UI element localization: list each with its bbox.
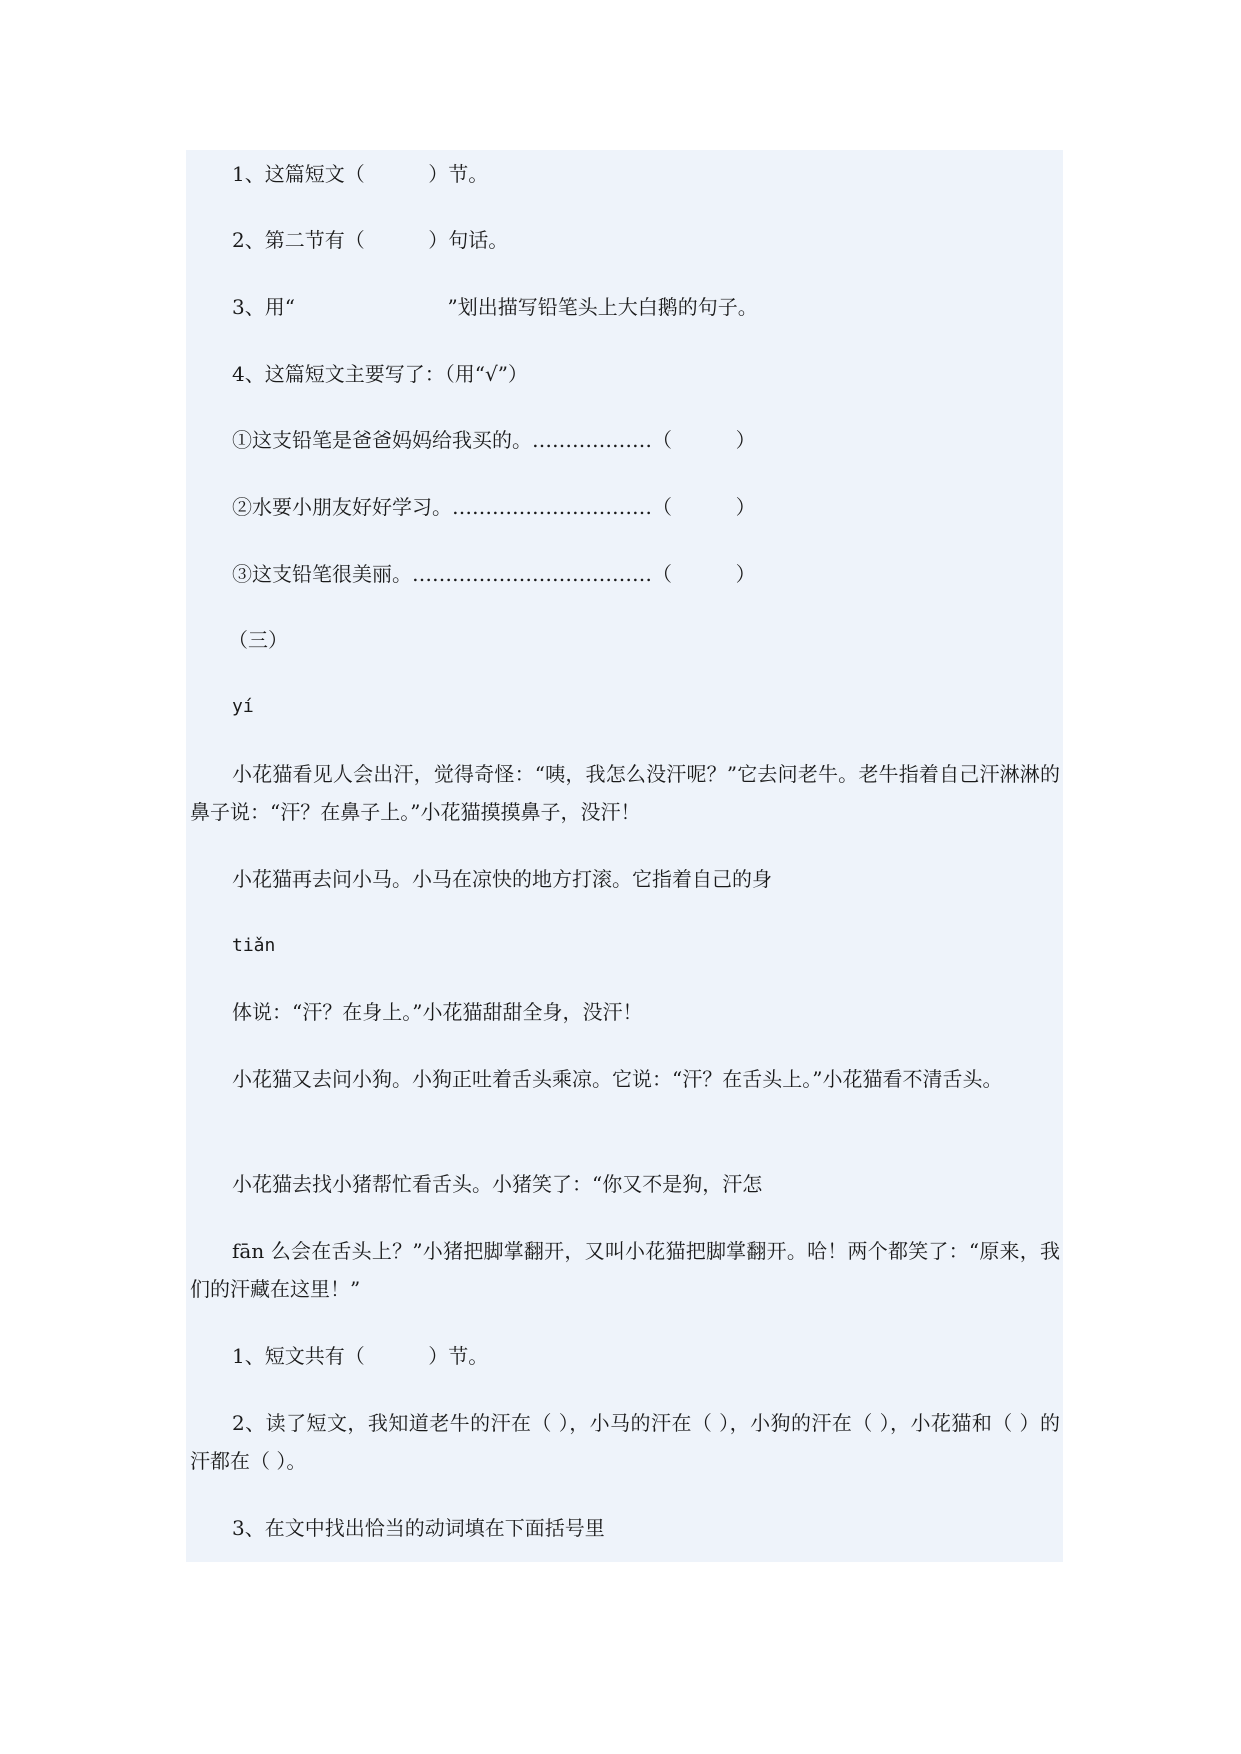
question-1: 1、这篇短文（ ）节。 [232,162,489,186]
paragraph-2: 小花猫再去问小马。小马在凉快的地方打滚。它指着自己的身 [232,867,772,891]
paragraph-6: fān 么会在舌头上？”小猪把脚掌翻开，又叫小花猫把脚掌翻开。哈！两个都笑了：“原来，我们的汗藏在这里！” [190,1239,1060,1301]
option-2: ②水要小朋友好好学习。…………………………（ ） [232,495,756,519]
question-three-2: 2、读了短文，我知道老牛的汗在（ ），小马的汗在（ ），小狗的汗在（ ），小花猫和（ ）的汗都在（ ）。 [190,1411,1060,1473]
question-2: 2、第二节有（ ）句话。 [232,228,509,252]
question-three-1: 1、短文共有（ ）节。 [232,1344,489,1368]
pinyin-yi: yí [232,696,254,717]
paragraph-3: 体说：“汗？在身上。”小花猫甜甜全身，没汗！ [232,1000,643,1024]
question-4: 4、这篇短文主要写了：（用“√”） [232,362,528,386]
option-3: ③这支铅笔很美丽。………………………………（ ） [232,562,756,586]
pinyin-tian: tiǎn [232,935,276,956]
question-3: 3、用“ ”划出描写铅笔头上大白鹅的句子。 [232,295,758,319]
question-three-3: 3、在文中找出恰当的动词填在下面括号里 [232,1516,605,1540]
paragraph-4: 小花猫又去问小狗。小狗正吐着舌头乘凉。它说：“汗？在舌头上。”小花猫看不清舌头。 [232,1067,1003,1091]
paragraph-1: 小花猫看见人会出汗，觉得奇怪：“咦，我怎么没汗呢？”它去问老牛。老牛指着自己汗淋淋的鼻子说：“汗？在鼻子上。”小花猫摸摸鼻子，没汗！ [190,762,1060,824]
section-heading: （三） [228,628,288,652]
option-1: ①这支铅笔是爸爸妈妈给我买的。………………（ ） [232,428,756,452]
paragraph-5: 小花猫去找小猪帮忙看舌头。小猪笑了：“你又不是狗，汗怎 [232,1172,763,1196]
